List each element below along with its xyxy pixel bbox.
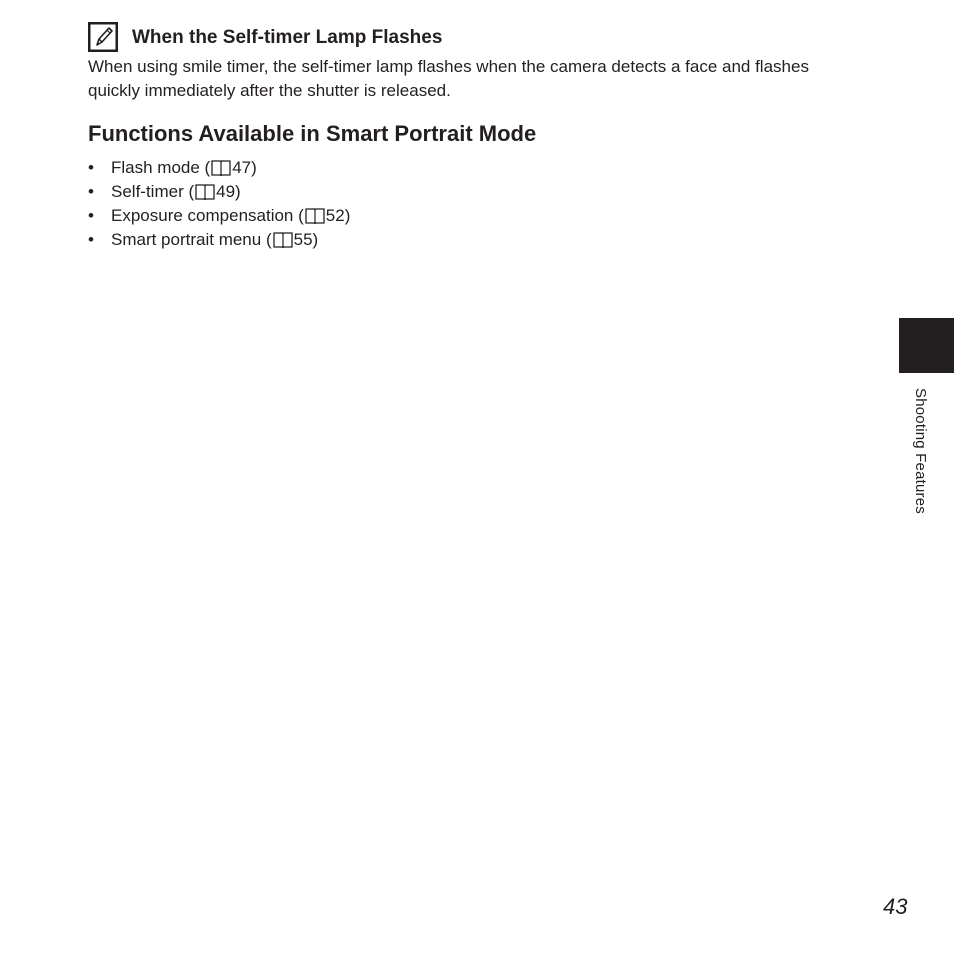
list-item (88, 228, 350, 252)
page-reference: 49 (216, 182, 236, 201)
list-item (88, 180, 350, 204)
list-item-close: ) (344, 206, 351, 225)
list-item-close: ) (312, 230, 319, 249)
list-item-label: Exposure compensation ( (111, 206, 304, 225)
book-reference-icon (305, 208, 325, 224)
bullet-icon: • (88, 182, 94, 201)
bullet-icon: • (88, 158, 94, 177)
bullet-icon: • (88, 206, 94, 225)
bullet-icon: • (88, 230, 94, 249)
chapter-tab-marker (899, 318, 954, 373)
list-item-close: ) (251, 158, 257, 177)
book-reference-icon (211, 160, 231, 176)
list-item (88, 204, 350, 228)
chapter-label: Shooting Features (912, 388, 929, 514)
list-item-label: Smart portrait menu ( (111, 230, 272, 249)
book-reference-icon (195, 184, 215, 200)
note-title: When the Self-timer Lamp Flashes (132, 27, 443, 48)
list-item-label: Flash mode ( (111, 158, 211, 177)
list-item-close: ) (235, 182, 241, 201)
note-header (88, 22, 442, 52)
note-body: When using smile timer, the self-timer lamp flashes when the camera detects a face and flashes quickly immediately after the shutter is released. (88, 57, 809, 100)
page-reference: 52 (325, 206, 345, 225)
book-reference-icon (273, 232, 293, 248)
list-item (88, 156, 350, 180)
section-heading: Functions Available in Smart Portrait Mode (88, 121, 537, 146)
page-reference: 47 (232, 158, 252, 177)
page-number: 43 (883, 894, 908, 919)
feature-list (88, 156, 350, 252)
list-item-label: Self-timer ( (111, 182, 195, 201)
page-reference: 55 (293, 230, 313, 249)
pencil-note-icon (88, 22, 118, 52)
